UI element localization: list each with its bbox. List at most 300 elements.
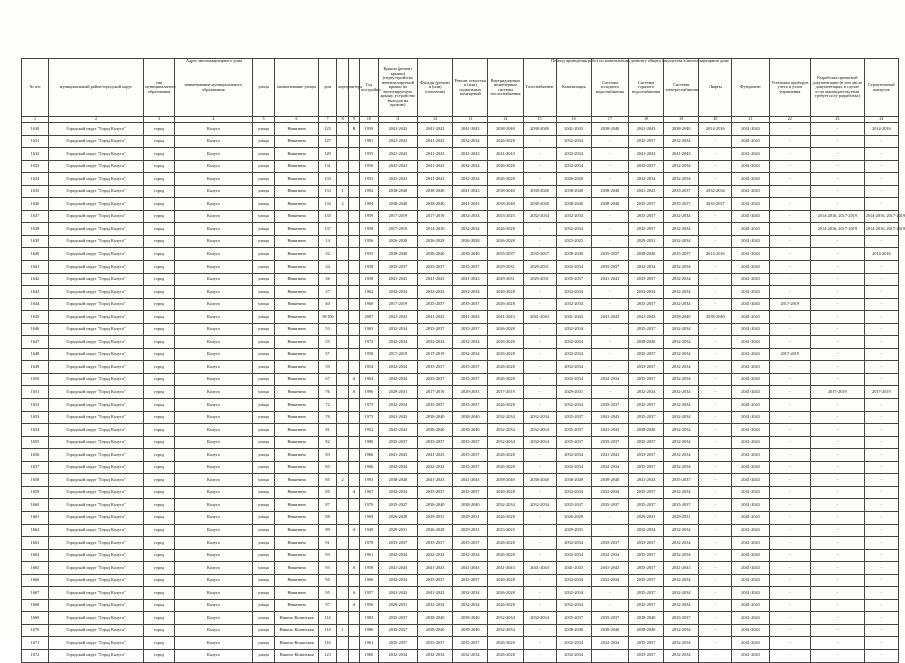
cell-hot: 2038-2040 bbox=[628, 248, 663, 261]
cell-st: улица bbox=[252, 399, 275, 412]
cell-found: 2038-2040 bbox=[453, 624, 488, 637]
cell-street: Никитина bbox=[275, 286, 318, 299]
cell-l bbox=[348, 235, 359, 248]
cell-hot: 2035-2037 bbox=[628, 436, 663, 449]
cell-el: 2032-2034 bbox=[664, 261, 699, 274]
cell-meters: - bbox=[769, 649, 810, 662]
cell-heat: 2026-2028 bbox=[488, 649, 523, 662]
cell-st: улица bbox=[252, 524, 275, 537]
cell-t: город bbox=[144, 311, 175, 324]
th-district: муниципальный район/городской округ bbox=[48, 59, 143, 117]
cell-facade: 2014-2016 bbox=[418, 223, 453, 236]
cell-lift: - bbox=[699, 135, 732, 148]
cell-t: город bbox=[144, 399, 175, 412]
cell-el: 2035-2037 bbox=[664, 499, 699, 512]
cell-lift: - bbox=[699, 173, 732, 186]
cell-roof: 2041-2043 bbox=[378, 411, 417, 424]
cell-ao: Городской округ "Город Калуга" bbox=[48, 198, 143, 211]
group-header-period: Период проведения работ по капитальному ремонту общего имущества в многоквартирном доме bbox=[551, 58, 729, 63]
cell-el: 2032-2034 bbox=[664, 235, 699, 248]
cell-meters: - bbox=[769, 261, 810, 274]
cell-n: 1672 bbox=[22, 649, 49, 662]
cell-found: 2035-2037 bbox=[453, 399, 488, 412]
cell-el: 2032-2034 bbox=[664, 223, 699, 236]
cell-control: - bbox=[864, 235, 898, 248]
cell-hot: 2035-2037 bbox=[628, 486, 663, 499]
cell-design: 2014-2016, 2017-2019 bbox=[810, 210, 864, 223]
cell-l bbox=[348, 135, 359, 148]
cell-l: А bbox=[348, 486, 359, 499]
cell-t: город bbox=[144, 135, 175, 148]
cell-h: 89 bbox=[318, 524, 337, 537]
cell-design: - bbox=[810, 336, 864, 349]
cell-n: 1630 bbox=[22, 123, 49, 136]
cell-heat: 2026-2028 bbox=[488, 399, 523, 412]
cell-canal: 2038-2040 bbox=[556, 248, 591, 261]
cell-mo: Калуга bbox=[175, 587, 253, 600]
cell-h: 114 bbox=[318, 624, 337, 637]
cell-gas: - bbox=[523, 649, 556, 662]
cell-street: Никитина bbox=[275, 486, 318, 499]
cell-lift: - bbox=[699, 336, 732, 349]
cell-ao: Городской округ "Город Калуга" bbox=[48, 474, 143, 487]
cell-found: 2035-2037 bbox=[453, 637, 488, 650]
cell-design: - bbox=[810, 461, 864, 474]
cell-street: Никитина bbox=[275, 587, 318, 600]
table-row bbox=[22, 574, 899, 587]
cell-meters: - bbox=[769, 235, 810, 248]
cell-canal: 2038-2040 bbox=[556, 198, 591, 211]
cell-st: улица bbox=[252, 298, 275, 311]
cell-control: 2014-2016, 2017-2019 bbox=[864, 223, 898, 236]
cell-meters: - bbox=[769, 173, 810, 186]
cell-h: 81 bbox=[318, 424, 337, 437]
table-row bbox=[22, 373, 899, 386]
table-row bbox=[22, 323, 899, 336]
cell-ao: Городской округ "Город Калуга" bbox=[48, 549, 143, 562]
cell-street: Никитина bbox=[275, 336, 318, 349]
cell-cold: - bbox=[591, 223, 628, 236]
cell-cold: 2041-2043 bbox=[591, 311, 628, 324]
cell-heat: 2038-2040 bbox=[488, 185, 523, 198]
cell-found: 2041-2043 bbox=[453, 198, 488, 211]
cell-heat: 2026-2028 bbox=[488, 537, 523, 550]
cell-lift: 2032-2034 bbox=[699, 185, 732, 198]
cell-street: Никитина bbox=[275, 562, 318, 575]
cell-y: 1949 bbox=[360, 524, 379, 537]
table-row bbox=[22, 298, 899, 311]
cell-heat: 2026-2028 bbox=[488, 173, 523, 186]
cell-l bbox=[348, 198, 359, 211]
cell-lift: - bbox=[699, 474, 732, 487]
cell-l bbox=[348, 273, 359, 286]
cell-mo: Калуга bbox=[175, 612, 253, 625]
cell-l bbox=[348, 261, 359, 274]
cell-st: улица bbox=[252, 348, 275, 361]
cell-street: Никитина bbox=[275, 261, 318, 274]
cell-n: 1644 bbox=[22, 298, 49, 311]
cell-l bbox=[348, 210, 359, 223]
cell-roof: 2035-2037 bbox=[378, 637, 417, 650]
cell-h: 67 bbox=[318, 373, 337, 386]
cell-control: - bbox=[864, 323, 898, 336]
cell-h: 85 bbox=[318, 486, 337, 499]
cell-lift: - bbox=[699, 486, 732, 499]
cell-k bbox=[337, 562, 348, 575]
cell-t: город bbox=[144, 486, 175, 499]
table-row bbox=[22, 486, 899, 499]
cell-t: город bbox=[144, 223, 175, 236]
cell-k bbox=[337, 223, 348, 236]
th-electric: Системы электроснабжения bbox=[664, 59, 699, 117]
cell-design: - bbox=[810, 599, 864, 612]
cell-y: 1959 bbox=[360, 210, 379, 223]
column-number: 19 bbox=[664, 117, 699, 123]
cell-meters: - bbox=[769, 461, 810, 474]
cell-mo: Калуга bbox=[175, 348, 253, 361]
cell-hot: 2035-2037 bbox=[628, 599, 663, 612]
cell-heat: 2026-2028 bbox=[488, 599, 523, 612]
cell-y: 1975 bbox=[360, 411, 379, 424]
cell-l bbox=[348, 173, 359, 186]
cell-roof: 2041-2043 bbox=[378, 449, 417, 462]
cell-found: 2038-2040 bbox=[453, 411, 488, 424]
cell-heat: 2026-2028 bbox=[488, 511, 523, 524]
cell-k bbox=[337, 587, 348, 600]
cell-street: Никитина bbox=[275, 348, 318, 361]
cell-control: - bbox=[864, 474, 898, 487]
cell-cold: 2035-2037 bbox=[591, 499, 628, 512]
cell-hot: 2032-2034 bbox=[628, 261, 663, 274]
cell-y: 1952 bbox=[360, 424, 379, 437]
cell-heat: 2032-2034 bbox=[488, 612, 523, 625]
cell-cold: - bbox=[591, 160, 628, 173]
cell-roof: 2032-2034 bbox=[378, 323, 417, 336]
cell-facade: 2035-2037 bbox=[418, 399, 453, 412]
cell-y: 1986 bbox=[360, 624, 379, 637]
cell-gas: - bbox=[523, 587, 556, 600]
cell-gas: - bbox=[523, 135, 556, 148]
cell-k bbox=[337, 123, 348, 136]
cell-ao: Городской округ "Город Калуга" bbox=[48, 637, 143, 650]
cell-k bbox=[337, 511, 348, 524]
cell-n: 1650 bbox=[22, 373, 49, 386]
cell-street: Никитина bbox=[275, 524, 318, 537]
cell-gas: 2029-2031 bbox=[523, 273, 556, 286]
cell-t: город bbox=[144, 649, 175, 662]
cell-h: 88 bbox=[318, 511, 337, 524]
cell-found: 2032-2034 bbox=[453, 135, 488, 148]
cell-street: Никитина bbox=[275, 273, 318, 286]
cell-l bbox=[348, 436, 359, 449]
cell-fund: 2041-2043 bbox=[732, 123, 769, 136]
cell-heat: 2026-2028 bbox=[488, 323, 523, 336]
cell-fund: 2041-2043 bbox=[732, 210, 769, 223]
cell-fund: 2041-2043 bbox=[732, 637, 769, 650]
cell-t: город bbox=[144, 261, 175, 274]
cell-hot: 2038-2040 bbox=[628, 624, 663, 637]
cell-mo: Калуга bbox=[175, 574, 253, 587]
cell-design: - bbox=[810, 424, 864, 437]
cell-design: - bbox=[810, 574, 864, 587]
table-row bbox=[22, 612, 899, 625]
cell-h: 131 bbox=[318, 160, 337, 173]
cell-gas: 2041-2043 bbox=[523, 562, 556, 575]
cell-st: улица bbox=[252, 336, 275, 349]
cell-k bbox=[337, 298, 348, 311]
cell-lift: - bbox=[699, 223, 732, 236]
cell-mo: Калуга bbox=[175, 298, 253, 311]
cell-n: 1639 bbox=[22, 235, 49, 248]
cell-cold: 2035-2037 bbox=[591, 248, 628, 261]
cell-design: - bbox=[810, 411, 864, 424]
cell-h: 95 bbox=[318, 587, 337, 600]
cell-h: 40 bbox=[318, 298, 337, 311]
cell-roof: 2041-2043 bbox=[378, 424, 417, 437]
cell-h: 14 bbox=[318, 235, 337, 248]
cell-meters: - bbox=[769, 286, 810, 299]
table-row bbox=[22, 411, 899, 424]
cell-control: - bbox=[864, 373, 898, 386]
cell-gas: 2041-2043 bbox=[523, 311, 556, 324]
cell-meters: - bbox=[769, 411, 810, 424]
cell-control: - bbox=[864, 135, 898, 148]
cell-st: улица bbox=[252, 223, 275, 236]
cell-fund: 2041-2043 bbox=[732, 235, 769, 248]
cell-t: город bbox=[144, 424, 175, 437]
cell-heat: 2026-2028 bbox=[488, 336, 523, 349]
cell-found: 2041-2043 bbox=[453, 474, 488, 487]
cell-el: 2038-2040 bbox=[664, 123, 699, 136]
th-facade: Фасады (ремонт и (или) утепление) bbox=[418, 59, 453, 117]
cell-meters: - bbox=[769, 449, 810, 462]
cell-facade: 2032-2034 bbox=[418, 286, 453, 299]
cell-design: - bbox=[810, 261, 864, 274]
cell-street: Никитина bbox=[275, 386, 318, 399]
table-row bbox=[22, 587, 899, 600]
cell-st: улица bbox=[252, 562, 275, 575]
cell-hot: 2032-2034 bbox=[628, 524, 663, 537]
cell-found: 2035-2037 bbox=[453, 574, 488, 587]
cell-n: 1632 bbox=[22, 148, 49, 161]
cell-k bbox=[337, 424, 348, 437]
cell-n: 1642 bbox=[22, 273, 49, 286]
cell-roof: 2035-2037 bbox=[378, 624, 417, 637]
cell-control: - bbox=[864, 599, 898, 612]
cell-ao: Городской округ "Город Калуга" bbox=[48, 599, 143, 612]
cell-roof: 2041-2043 bbox=[378, 562, 417, 575]
column-number: 4 bbox=[175, 117, 253, 123]
cell-y: 1969 bbox=[360, 511, 379, 524]
cell-hot: 2035-2037 bbox=[628, 348, 663, 361]
cell-ao: Городской округ "Город Калуга" bbox=[48, 173, 143, 186]
cell-cold: 2038-2040 bbox=[591, 198, 628, 211]
cell-k bbox=[337, 411, 348, 424]
cell-hot: 2035-2037 bbox=[628, 273, 663, 286]
cell-facade: 2041-2043 bbox=[418, 474, 453, 487]
cell-meters: 2017-2019 bbox=[769, 348, 810, 361]
cell-facade: 2038-2040 bbox=[418, 612, 453, 625]
cell-n: 1671 bbox=[22, 637, 49, 650]
cell-t: город bbox=[144, 461, 175, 474]
cell-h: 125 bbox=[318, 123, 337, 136]
cell-roof: 2038-2040 bbox=[378, 248, 417, 261]
cell-y: 1983 bbox=[360, 612, 379, 625]
cell-y: 1966 bbox=[360, 449, 379, 462]
cell-lift: - bbox=[699, 323, 732, 336]
cell-meters: - bbox=[769, 599, 810, 612]
cell-n: 1656 bbox=[22, 449, 49, 462]
cell-l: А bbox=[348, 386, 359, 399]
cell-hot: 2035-2037 bbox=[628, 499, 663, 512]
cell-design: - bbox=[810, 474, 864, 487]
cell-st: улица bbox=[252, 361, 275, 374]
table-row bbox=[22, 461, 899, 474]
cell-cold: 2038-2040 bbox=[591, 474, 628, 487]
cell-mo: Калуга bbox=[175, 248, 253, 261]
cell-lift: - bbox=[699, 599, 732, 612]
cell-ao: Городской округ "Город Калуга" bbox=[48, 135, 143, 148]
cell-facade: 2035-2037 bbox=[418, 537, 453, 550]
cell-heat: 2026-2028 bbox=[488, 637, 523, 650]
cell-h: 76 bbox=[318, 411, 337, 424]
cell-gas: - bbox=[523, 386, 556, 399]
cell-h: 135 bbox=[318, 210, 337, 223]
cell-hot: 2035-2037 bbox=[628, 411, 663, 424]
cell-found: 2032-2034 bbox=[453, 599, 488, 612]
cell-l bbox=[348, 348, 359, 361]
cell-roof: 2032-2034 bbox=[378, 286, 417, 299]
cell-n: 1633 bbox=[22, 160, 49, 173]
cell-k bbox=[337, 649, 348, 662]
cell-street: Никитина bbox=[275, 323, 318, 336]
cell-gas: - bbox=[523, 461, 556, 474]
cell-hot: 2035-2037 bbox=[628, 323, 663, 336]
capital-repair-table bbox=[21, 58, 905, 663]
cell-gas: - bbox=[523, 599, 556, 612]
cell-canal: 2032-2034 bbox=[556, 537, 591, 550]
cell-cold: 2032-2034 bbox=[591, 486, 628, 499]
cell-k bbox=[337, 549, 348, 562]
cell-control: 2017-2019 bbox=[864, 386, 898, 399]
cell-k: 1 bbox=[337, 624, 348, 637]
cell-k: 2 bbox=[337, 198, 348, 211]
cell-found: 2038-2040 bbox=[453, 612, 488, 625]
cell-k bbox=[337, 486, 348, 499]
cell-mo: Калуга bbox=[175, 637, 253, 650]
cell-ao: Городской округ "Город Калуга" bbox=[48, 210, 143, 223]
cell-st: улица bbox=[252, 549, 275, 562]
table-row bbox=[22, 336, 899, 349]
cell-design: - bbox=[810, 624, 864, 637]
cell-y: 1958 bbox=[360, 261, 379, 274]
cell-street: Никитина bbox=[275, 173, 318, 186]
cell-k bbox=[337, 537, 348, 550]
cell-found: 2035-2037 bbox=[453, 323, 488, 336]
cell-design: - bbox=[810, 486, 864, 499]
cell-hot: 2035-2037 bbox=[628, 562, 663, 575]
cell-cold: 2041-2043 bbox=[591, 273, 628, 286]
cell-canal: 2035-2037 bbox=[556, 436, 591, 449]
column-number: 24 bbox=[864, 117, 898, 123]
cell-street: Никитина bbox=[275, 135, 318, 148]
cell-canal: 2038-2040 bbox=[556, 185, 591, 198]
cell-ao: Городской округ "Город Калуга" bbox=[48, 261, 143, 274]
cell-l bbox=[348, 399, 359, 412]
header-row bbox=[22, 59, 899, 117]
cell-hot: 2041-2043 bbox=[628, 474, 663, 487]
cell-roof: 2041-2043 bbox=[378, 273, 417, 286]
cell-meters: - bbox=[769, 248, 810, 261]
cell-design: - bbox=[810, 311, 864, 324]
cell-y: 1970 bbox=[360, 499, 379, 512]
cell-meters: - bbox=[769, 323, 810, 336]
cell-k bbox=[337, 574, 348, 587]
cell-canal: 2032-2034 bbox=[556, 323, 591, 336]
cell-t: город bbox=[144, 286, 175, 299]
cell-ao: Городской округ "Город Калуга" bbox=[48, 248, 143, 261]
cell-k bbox=[337, 210, 348, 223]
cell-mo: Калуга bbox=[175, 424, 253, 437]
group-header-address: Адрес многоквартирного дома bbox=[186, 58, 242, 63]
cell-ao: Городской округ "Город Калуга" bbox=[48, 424, 143, 437]
cell-n: 1649 bbox=[22, 361, 49, 374]
cell-lift: - bbox=[699, 286, 732, 299]
cell-roof: 2026-2028 bbox=[378, 235, 417, 248]
cell-roof: 2029-2031 bbox=[378, 524, 417, 537]
cell-design: - bbox=[810, 173, 864, 186]
cell-el: 2032-2034 bbox=[664, 135, 699, 148]
cell-canal: 2035-2037 bbox=[556, 499, 591, 512]
cell-y: 1972 bbox=[360, 336, 379, 349]
cell-heat: 2026-2028 bbox=[488, 135, 523, 148]
cell-st: улица bbox=[252, 424, 275, 437]
cell-hot: 2035-2037 bbox=[628, 649, 663, 662]
table-row bbox=[22, 173, 899, 186]
cell-lift: - bbox=[699, 160, 732, 173]
column-number: 3 bbox=[144, 117, 175, 123]
cell-roof: 2041-2043 bbox=[378, 160, 417, 173]
cell-heat: 2026-2028 bbox=[488, 373, 523, 386]
cell-el: 2035-2037 bbox=[664, 612, 699, 625]
cell-street: Никитина bbox=[275, 210, 318, 223]
table-row bbox=[22, 549, 899, 562]
cell-h: 83 bbox=[318, 449, 337, 462]
cell-hot: 2035-2037 bbox=[628, 449, 663, 462]
cell-fund: 2041-2043 bbox=[732, 649, 769, 662]
cell-n: 1668 bbox=[22, 599, 49, 612]
cell-facade: 2035-2037 bbox=[418, 323, 453, 336]
cell-street: Никитина bbox=[275, 311, 318, 324]
cell-hot: 2038-2040 bbox=[628, 612, 663, 625]
cell-l: А bbox=[348, 524, 359, 537]
cell-heat: 2017-2019 bbox=[488, 386, 523, 399]
table-row bbox=[22, 273, 899, 286]
cell-t: город bbox=[144, 637, 175, 650]
cell-cold: 2035-2037 bbox=[591, 612, 628, 625]
cell-facade: 2038-2040 bbox=[418, 185, 453, 198]
cell-k bbox=[337, 524, 348, 537]
cell-meters: - bbox=[769, 549, 810, 562]
cell-k bbox=[337, 235, 348, 248]
cell-hot: 2041-2043 bbox=[628, 148, 663, 161]
cell-found: 2032-2034 bbox=[453, 160, 488, 173]
cell-cold: - bbox=[591, 511, 628, 524]
cell-t: город bbox=[144, 123, 175, 136]
cell-t: город bbox=[144, 524, 175, 537]
cell-canal: 2038-2040 bbox=[556, 474, 591, 487]
cell-h: 133 bbox=[318, 198, 337, 211]
